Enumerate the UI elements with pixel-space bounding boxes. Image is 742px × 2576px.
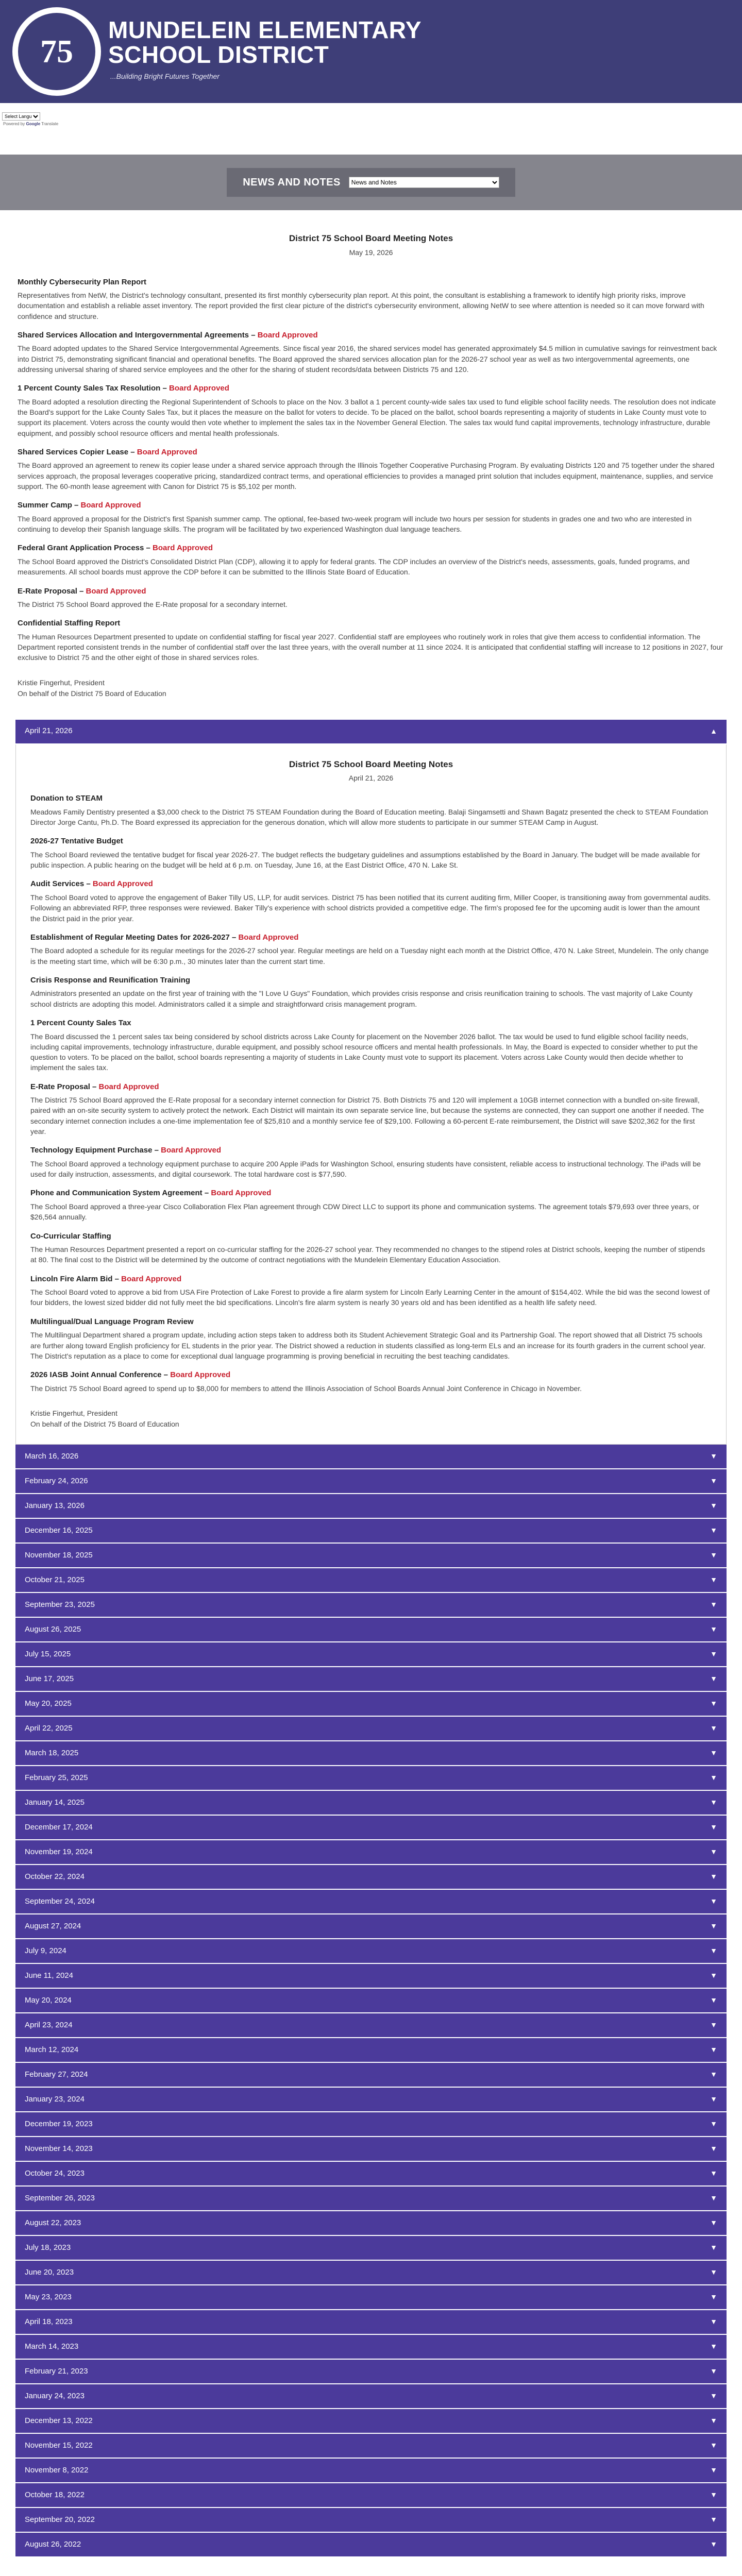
meeting-accordion [15, 720, 727, 2557]
accordion-item[interactable] [15, 2384, 727, 2409]
accordion-label: May 20, 2024 [25, 1995, 72, 2005]
approved-badge: Board Approved [153, 544, 213, 553]
accordion-item[interactable] [15, 2038, 727, 2063]
accordion-item[interactable] [15, 2112, 727, 2137]
accordion-label: January 13, 2026 [25, 1501, 85, 1510]
accordion-label: October 22, 2024 [25, 1872, 85, 1881]
accordion-item[interactable] [15, 2533, 727, 2557]
accordion-label: April 21, 2026 [25, 726, 73, 736]
accordion-item[interactable] [15, 1816, 727, 1840]
section-heading: Co-Curricular Staffing [30, 1231, 111, 1241]
section-body: The School Board approved the District's Consolidated District Plan (CDP), allowing it to apply for federal grants. The CDP includes an overview of the District's needs, assessments, goals, funded programs, and measurements. All school boards must approve the CDP before it can be submitted to the Illinois State Board of Education. [18, 557, 690, 577]
accordion-label: June 17, 2025 [25, 1674, 74, 1683]
accordion-item[interactable] [15, 1494, 727, 1519]
accordion-label: October 18, 2022 [25, 2490, 85, 2499]
chevron-down-icon: ▼ [710, 1971, 717, 1980]
accordion-item[interactable] [15, 1717, 727, 1741]
chevron-down-icon: ▼ [710, 2540, 717, 2549]
approved-badge: Board Approved [80, 501, 141, 510]
news-bar [0, 155, 742, 210]
approved-badge: Board Approved [168, 384, 229, 393]
accordion-item[interactable] [15, 2236, 727, 2261]
section-body: The District 75 School Board agreed to spend up to $8,000 for members to attend the Illinois Association of School Boards Annual Joint Conference in Chicago in November. [30, 1384, 582, 1393]
section-heading: Summer Camp – Board Approved [18, 501, 141, 510]
accordion-item[interactable] [15, 1939, 727, 1964]
panel-article [28, 758, 714, 1430]
section-heading: Donation to STEAM [30, 794, 103, 803]
chevron-down-icon: ▼ [710, 2317, 717, 2326]
chevron-down-icon: ▼ [710, 1996, 717, 2005]
chevron-down-icon: ▼ [710, 2194, 717, 2202]
section-body: The Human Resources Department presented a report on co-curricular staffing for the 2026-27 school year. They recommended no changes to the stipend roles at District schools, keeping the number of stipends at 80. The final cost to the District will be determined by the outcome of contract negotiations with the Mundelein Elementary Education Association. [30, 1245, 705, 1264]
chevron-down-icon: ▼ [710, 2218, 717, 2227]
accordion-label: November 14, 2023 [25, 2144, 93, 2153]
accordion-item[interactable] [15, 1469, 727, 1494]
accordion-label: July 9, 2024 [25, 1946, 66, 1955]
accordion-label: October 24, 2023 [25, 2168, 85, 2178]
accordion-item[interactable] [15, 1618, 727, 1642]
accordion-item[interactable] [15, 1989, 727, 2013]
section-heading: Establishment of Regular Meeting Dates for 2026-2027 – Board Approved [30, 933, 299, 942]
accordion-item[interactable] [15, 1741, 727, 1766]
approved-badge: Board Approved [170, 1370, 231, 1380]
site-header [0, 0, 742, 103]
language-select[interactable] [2, 112, 40, 121]
chevron-down-icon: ▼ [710, 1946, 717, 1955]
accordion-item[interactable] [15, 1519, 727, 1544]
chevron-down-icon: ▼ [710, 2515, 717, 2524]
accordion-label: December 16, 2025 [25, 1526, 93, 1535]
accordion-panel [15, 744, 727, 1445]
accordion-label: December 17, 2024 [25, 1822, 93, 1832]
chevron-down-icon: ▼ [710, 1823, 717, 1832]
accordion-item[interactable] [15, 1914, 727, 1939]
section-heading: Shared Services Copier Lease – Board Approved [18, 447, 197, 456]
chevron-down-icon: ▼ [710, 2490, 717, 2499]
section-heading: 2026 IASB Joint Annual Conference – Board Approved [30, 1370, 231, 1380]
accordion-item[interactable] [15, 2013, 727, 2038]
accordion-label: June 20, 2023 [25, 2267, 74, 2277]
panel-sections [30, 793, 712, 1394]
accordion-item[interactable] [15, 2459, 727, 2483]
chevron-down-icon: ▼ [710, 1526, 717, 1535]
accordion-item[interactable] [15, 1840, 727, 1865]
accordion-item[interactable] [15, 2310, 727, 2335]
article-title: District 75 School Board Meeting Notes [289, 233, 453, 243]
panel-title: District 75 School Board Meeting Notes [289, 759, 453, 769]
approved-badge: Board Approved [86, 586, 146, 596]
section-body: The Board adopted a schedule for its regular meetings for the 2026-27 school year. Regular meetings are held on a Tuesday night each month at the District Office, 470 N. Lake Street, Mundelein. The only change is the meeting start time, which will be 6:30 p.m., 30 minutes later than the current start time. [30, 946, 709, 965]
accordion-label: September 20, 2022 [25, 2515, 95, 2524]
collapsed-items [15, 1445, 727, 2557]
chevron-down-icon: ▼ [710, 2342, 717, 2351]
panel-date: April 21, 2026 [348, 774, 394, 783]
section-body: The District 75 School Board approved the E-Rate proposal for a secondary internet connection for District 75. Both Districts 75 and 120 will implement a 10GB internet connection with a bundled on-site firewall, paired with an on-site security system to actively protect the network. Each District will maintain its own separate service line, but because the systems are connected, they can support one another if needed. The secondary internet connection includes a one-time implementation fee of $25,810 and a monthly service fee of $29,100. Following a 60-percent E-rate reimbursement, the District will save $202,362 for the first year. [30, 1096, 704, 1136]
accordion-item[interactable] [15, 1445, 727, 1469]
chevron-down-icon: ▼ [710, 2466, 717, 2475]
section-heading: Lincoln Fire Alarm Bid – Board Approved [30, 1274, 182, 1283]
accordion-item[interactable] [15, 1865, 727, 1890]
accordion-label: March 14, 2023 [25, 2342, 79, 2351]
section-body: The Human Resources Department presented to update on confidential staffing for fiscal year 2027. Confidential staff are employees who routinely work in roles that give them access to confidential information. The Department reported consistent trends in the number of confidential staff over the last three years, with the overall number at 11 since 2024. It is anticipated that confidential staffing will increase to 12 positions in 2027, four exclusive to District 75 and the other eight of those in shared services roles. [18, 632, 723, 662]
accordion-label: May 23, 2023 [25, 2292, 72, 2301]
section-body: The School Board reviewed the tentative budget for fiscal year 2026-27. The budget reflects the budgetary guidelines and assumptions established by the Board in January. The budget will be made available for public inspection. A public hearing on the budget will be held at 6 p.m. on Tuesday, June 16, at the East District Office, 470 N. Lake St. [30, 850, 700, 870]
section-heading: Federal Grant Application Process – Board Approved [18, 544, 213, 553]
accordion-item[interactable] [15, 2360, 727, 2384]
chevron-down-icon: ▼ [710, 1674, 717, 1683]
accordion-label: February 25, 2025 [25, 1773, 88, 1782]
chevron-down-icon: ▼ [710, 1848, 717, 1856]
section-heading: E-Rate Proposal – Board Approved [18, 586, 146, 596]
accordion-item[interactable] [15, 2409, 727, 2434]
chevron-down-icon: ▼ [710, 2367, 717, 2376]
section-heading: Crisis Response and Reunification Training [30, 975, 191, 985]
section-heading: Multilingual/Dual Language Program Review [30, 1317, 194, 1326]
accordion-label: August 27, 2024 [25, 1921, 81, 1930]
accordion-label: April 23, 2024 [25, 2020, 73, 2029]
school-name-line2: SCHOOL DISTRICT [108, 41, 329, 69]
chevron-down-icon: ▼ [710, 2120, 717, 2128]
accordion-item[interactable] [15, 1766, 727, 1791]
accordion-item[interactable] [15, 2187, 727, 2211]
accordion-label: November 15, 2022 [25, 2441, 93, 2450]
section-heading: Shared Services Allocation and Intergovernmental Agreements – Board Approved [18, 330, 318, 340]
approved-badge: Board Approved [98, 1082, 159, 1091]
main-content [15, 210, 727, 2557]
accordion-item[interactable] [15, 1544, 727, 1568]
accordion-item[interactable] [15, 2088, 727, 2112]
section-heading: 2026-27 Tentative Budget [30, 837, 123, 846]
accordion-label: December 19, 2023 [25, 2119, 93, 2128]
approved-badge: Board Approved [257, 330, 318, 340]
chevron-down-icon: ▼ [710, 2243, 717, 2252]
main-article [15, 232, 727, 699]
accordion-label: September 26, 2023 [25, 2193, 95, 2202]
accordion-item[interactable] [15, 1642, 727, 1667]
accordion-label: April 18, 2023 [25, 2317, 73, 2326]
chevron-down-icon: ▼ [710, 1798, 717, 1807]
section-heading: Confidential Staffing Report [18, 619, 121, 628]
section-body: The District 75 School Board approved the E-Rate proposal for a secondary internet. [18, 600, 288, 609]
school-name-line1: MUNDELEIN ELEMENTARY [108, 16, 421, 43]
chevron-down-icon: ▼ [710, 1897, 717, 1906]
chevron-down-icon: ▼ [710, 1650, 717, 1658]
section-body: The School Board voted to approve the engagement of Baker Tilly US, LLP, for audit services. District 75 has been notified that its current auditing firm, Miller Cooper, is transitioning away from governmental audits. Following an abbreviated RFP, three responses were reviewed. Baker Tilly's experience with school districts provided a competitive edge. The firm's proposed fee for the upcoming audit is lower than the amount the District paid in the prior year. [30, 893, 711, 923]
approved-badge: Board Approved [137, 447, 197, 456]
accordion-label: February 27, 2024 [25, 2070, 88, 2079]
accordion-label: October 21, 2025 [25, 1575, 85, 1584]
section-body: The School Board voted to approve a bid from USA Fire Protection of Lake Forest to provide a fire alarm system for Lincoln Early Learning Center in the amount of $154,402. While the bid was the second lowest of four bidders, the lowest sized bidder did not fully meet the bid specifications. Lincoln's fire alarm system is nearly 30 years old and has been identified as a health life safety need. [30, 1288, 710, 1307]
accordion-item[interactable] [15, 1667, 727, 1692]
translate-widget [0, 103, 742, 134]
accordion-label: September 23, 2025 [25, 1600, 95, 1609]
chevron-down-icon: ▼ [710, 1773, 717, 1782]
accordion-item[interactable] [15, 2508, 727, 2533]
tagline: ...Building Bright Futures Together [110, 72, 220, 80]
panel-signature: Kristie Fingerhut, President On behalf of the District 75 Board of Education [30, 1409, 179, 1428]
chevron-down-icon: ▼ [710, 1872, 717, 1881]
accordion-label: August 26, 2025 [25, 1624, 81, 1634]
accordion-item[interactable] [15, 2261, 727, 2285]
chevron-down-icon: ▼ [710, 1551, 717, 1560]
section-heading: Phone and Communication System Agreement – Board Approved [30, 1189, 272, 1198]
accordion-label: July 15, 2025 [25, 1649, 71, 1658]
chevron-up-icon: ▲ [710, 727, 717, 736]
article-signature: Kristie Fingerhut, President On behalf of the District 75 Board of Education [18, 678, 166, 698]
accordion-label: April 22, 2025 [25, 1723, 73, 1733]
section-body: The Board approved an agreement to renew its copier lease under a shared service approach through the Illinois Together Cooperative Purchasing Program. By evaluating Districts 120 and 75 together under the shared services approach, the proposal leverages cooperative pricing, standardized contract terms, and operational efficiencies to provides a managed print solution that includes equipment, maintenance, supplies, and service support. The 60-month lease agreement with Canon for District 75 is $5,102 per month. [18, 461, 715, 491]
accordion-label: June 11, 2024 [25, 1971, 73, 1980]
district-logo[interactable] [12, 7, 101, 96]
accordion-label: November 19, 2024 [25, 1847, 93, 1856]
approved-badge: Board Approved [211, 1189, 272, 1198]
accordion-label: March 16, 2026 [25, 1451, 79, 1461]
chevron-down-icon: ▼ [710, 2045, 717, 2054]
accordion-label: March 18, 2025 [25, 1748, 79, 1757]
chevron-down-icon: ▼ [710, 1477, 717, 1485]
accordion-item[interactable] [15, 1890, 727, 1914]
chevron-down-icon: ▼ [710, 1724, 717, 1733]
accordion-item[interactable] [15, 2483, 727, 2508]
article-date: May 19, 2026 [349, 248, 393, 257]
news-title: NEWS AND NOTES [243, 177, 341, 188]
section-heading: Technology Equipment Purchase – Board Approved [30, 1146, 222, 1155]
accordion-label: November 18, 2025 [25, 1550, 93, 1560]
accordion-label: February 24, 2026 [25, 1476, 88, 1485]
chevron-down-icon: ▼ [710, 2293, 717, 2301]
news-header-box [227, 168, 515, 197]
translate-link[interactable]: Translate [41, 122, 59, 126]
section-heading: 1 Percent County Sales Tax Resolution – Board Approved [18, 384, 229, 393]
chevron-down-icon: ▼ [710, 1600, 717, 1609]
accordion-item[interactable] [15, 2137, 727, 2162]
chevron-down-icon: ▼ [710, 1922, 717, 1930]
section-heading: Monthly Cybersecurity Plan Report [18, 277, 147, 286]
accordion-item[interactable] [15, 2063, 727, 2088]
chevron-down-icon: ▼ [710, 1749, 717, 1757]
accordion-label: January 24, 2023 [25, 2391, 85, 2400]
accordion-item[interactable] [15, 2434, 727, 2459]
school-name[interactable] [108, 18, 421, 67]
accordion-item[interactable] [15, 1593, 727, 1618]
chevron-down-icon: ▼ [710, 2070, 717, 2079]
accordion-label: December 13, 2022 [25, 2416, 93, 2425]
accordion-item[interactable] [15, 2211, 727, 2236]
chevron-down-icon: ▼ [710, 2268, 717, 2277]
chevron-down-icon: ▼ [710, 1575, 717, 1584]
section-body: The Board adopted updates to the Shared Service Intergovernmental Agreements. Since fiscal year 2016, the shared services model has generated approximately $4.5 million in cumulative savings for reinvestment back into District 75, demonstrating significant financial and operational benefits. The Board approved the shared services allocation plan for the 2026-27 school year as well as two intergovernmental agreements, one addressing universal sharing of shared service employees and the other for the sharing of student records/data between Districts 75 and 120. [18, 344, 717, 374]
chevron-down-icon: ▼ [710, 1452, 717, 1461]
section-body: Representatives from NetW, the District's technology consultant, presented its first monthly cybersecurity plan report. At this point, the consultant is establishing a framework to identify high priority risks, improve documentation and establish a reliable asset inventory. The report provided the first clear picture of the district's cybersecurity environment, allowing NetW to see where attention is needed so it can move forward with confidence and structure. [18, 291, 704, 320]
chevron-down-icon: ▼ [710, 2441, 717, 2450]
section-body: Administrators presented an update on the first year of training with the "I Love U Guys" Foundation, which provides crisis response and crisis reunification training to schools. The vast majority of Lake County school districts are adopting this model. Administrators called it a simple and straightforward crisis management program. [30, 989, 693, 1008]
accordion-label: August 26, 2022 [25, 2539, 81, 2549]
section-body: The Board adopted a resolution directing the Regional Superintendent of Schools to place on the Nov. 3 ballot a 1 percent county-wide sales tax used to fund eligible school facility needs. The resolution does not indicate the Board's support for the Lake County Sales Tax, but it places the measure on the ballot for voters to decide. To be placed on the ballot, school boards representing a majority of students in Lake County must vote to support its placement. Voters across the county would then vote whether to implement the sales tax in the November General Election. The sales tax would fund capital improvements, technology infrastructure, durable equipment, and possibly school resource officers and mental health professionals. [18, 397, 716, 437]
accordion-item[interactable] [15, 2162, 727, 2187]
accordion-item[interactable] [15, 1692, 727, 1717]
section-heading: E-Rate Proposal – Board Approved [30, 1082, 159, 1091]
powered-by: Powered by Google Translate [3, 122, 59, 126]
accordion-label: November 8, 2022 [25, 2465, 89, 2475]
accordion-label: July 18, 2023 [25, 2243, 71, 2252]
accordion-label: September 24, 2024 [25, 1896, 95, 1906]
chevron-down-icon: ▼ [710, 2095, 717, 2104]
google-logo: Google [26, 122, 41, 126]
chevron-down-icon: ▼ [710, 2021, 717, 2029]
chevron-down-icon: ▼ [710, 1501, 717, 1510]
section-body: The School Board approved a three-year Cisco Collaboration Flex Plan agreement through CDW Direct LLC to support its phone and communication systems. The agreement totals $79,693 over three years, or $26,564 annually. [30, 1202, 699, 1222]
accordion-label: May 20, 2025 [25, 1699, 72, 1708]
article-sections [18, 277, 724, 663]
section-body: Meadows Family Dentistry presented a $3,000 check to the District 75 STEAM Foundation during the Board of Education meeting. Balaji Singamsetti and Shawn Bagatz presented the check to STEAM Foundation Director Jorge Cantu, Ph.D. The Board expressed its appreciation for the generous donation, which will allow more students to participate in our summer STEAM Camp in August. [30, 807, 709, 827]
section-body: The Multilingual Department shared a program update, including action steps taken to address both its Student Achievement Strategic Goal and its Partnership Goal. The report showed that all District 75 schools are further along toward English proficiency for EL students in the prior year. The District showed a reduction in students classified as long-term ELs and an increase for its fourth graders in the current school year. The District's reputation as a place to come for exceptional dual language programming is proving beneficial in recruiting the best teaching candidates. [30, 1331, 706, 1360]
accordion-item-open[interactable] [15, 720, 727, 744]
accordion-item[interactable] [15, 2335, 727, 2360]
accordion-item[interactable] [15, 1791, 727, 1816]
chevron-down-icon: ▼ [710, 2392, 717, 2400]
approved-badge: Board Approved [161, 1146, 222, 1155]
section-heading: Audit Services – Board Approved [30, 879, 153, 889]
chevron-down-icon: ▼ [710, 2144, 717, 2153]
news-category-select[interactable] [349, 177, 499, 188]
chevron-down-icon: ▼ [710, 1699, 717, 1708]
accordion-label: February 21, 2023 [25, 2366, 88, 2376]
accordion-item[interactable] [15, 1964, 727, 1989]
chevron-down-icon: ▼ [710, 1625, 717, 1634]
chevron-down-icon: ▼ [710, 2169, 717, 2178]
logo-mark: 75 [18, 13, 95, 90]
approved-badge: Board Approved [121, 1274, 182, 1283]
accordion-label: August 22, 2023 [25, 2218, 81, 2227]
chevron-down-icon: ▼ [710, 2416, 717, 2425]
section-body: The School Board approved a technology equipment purchase to acquire 200 Apple iPads for Washington School, ensuring students have consistent, reliable access to instructional technology. The iPads will be used for daily instruction, assessments, and digital coursework. The total hardware cost is $77,590. [30, 1159, 701, 1179]
accordion-item[interactable] [15, 2285, 727, 2310]
accordion-label: January 14, 2025 [25, 1798, 85, 1807]
accordion-label: March 12, 2024 [25, 2045, 79, 2054]
section-body: The Board approved a proposal for the District's first Spanish summer camp. The optional, fee-based two-week program will include two hours per session for students in grades one and two who are interested in continuing to develop their Spanish language skills. The program will be facilitated by two experienced Washington dual language teachers. [18, 514, 692, 534]
approved-badge: Board Approved [238, 933, 299, 942]
section-body: The Board discussed the 1 percent sales tax being considered by school districts across Lake County for placement on the November 2026 ballot. The tax would be used to fund eligible school facility needs, including capital improvements, technology infrastructure, durable equipment, and possibly school resource officers and mental health professionals. In May, the Board is expected to consider whether to put the question to voters. To be placed on the ballot, school boards representing a majority of students in Lake County must vote to support its placement. Voters across Lake County would then decide whether to implement the sales tax. [30, 1032, 698, 1072]
accordion-label: January 23, 2024 [25, 2094, 85, 2104]
section-heading: 1 Percent County Sales Tax [30, 1019, 131, 1027]
approved-badge: Board Approved [92, 879, 153, 889]
accordion-item[interactable] [15, 1568, 727, 1593]
